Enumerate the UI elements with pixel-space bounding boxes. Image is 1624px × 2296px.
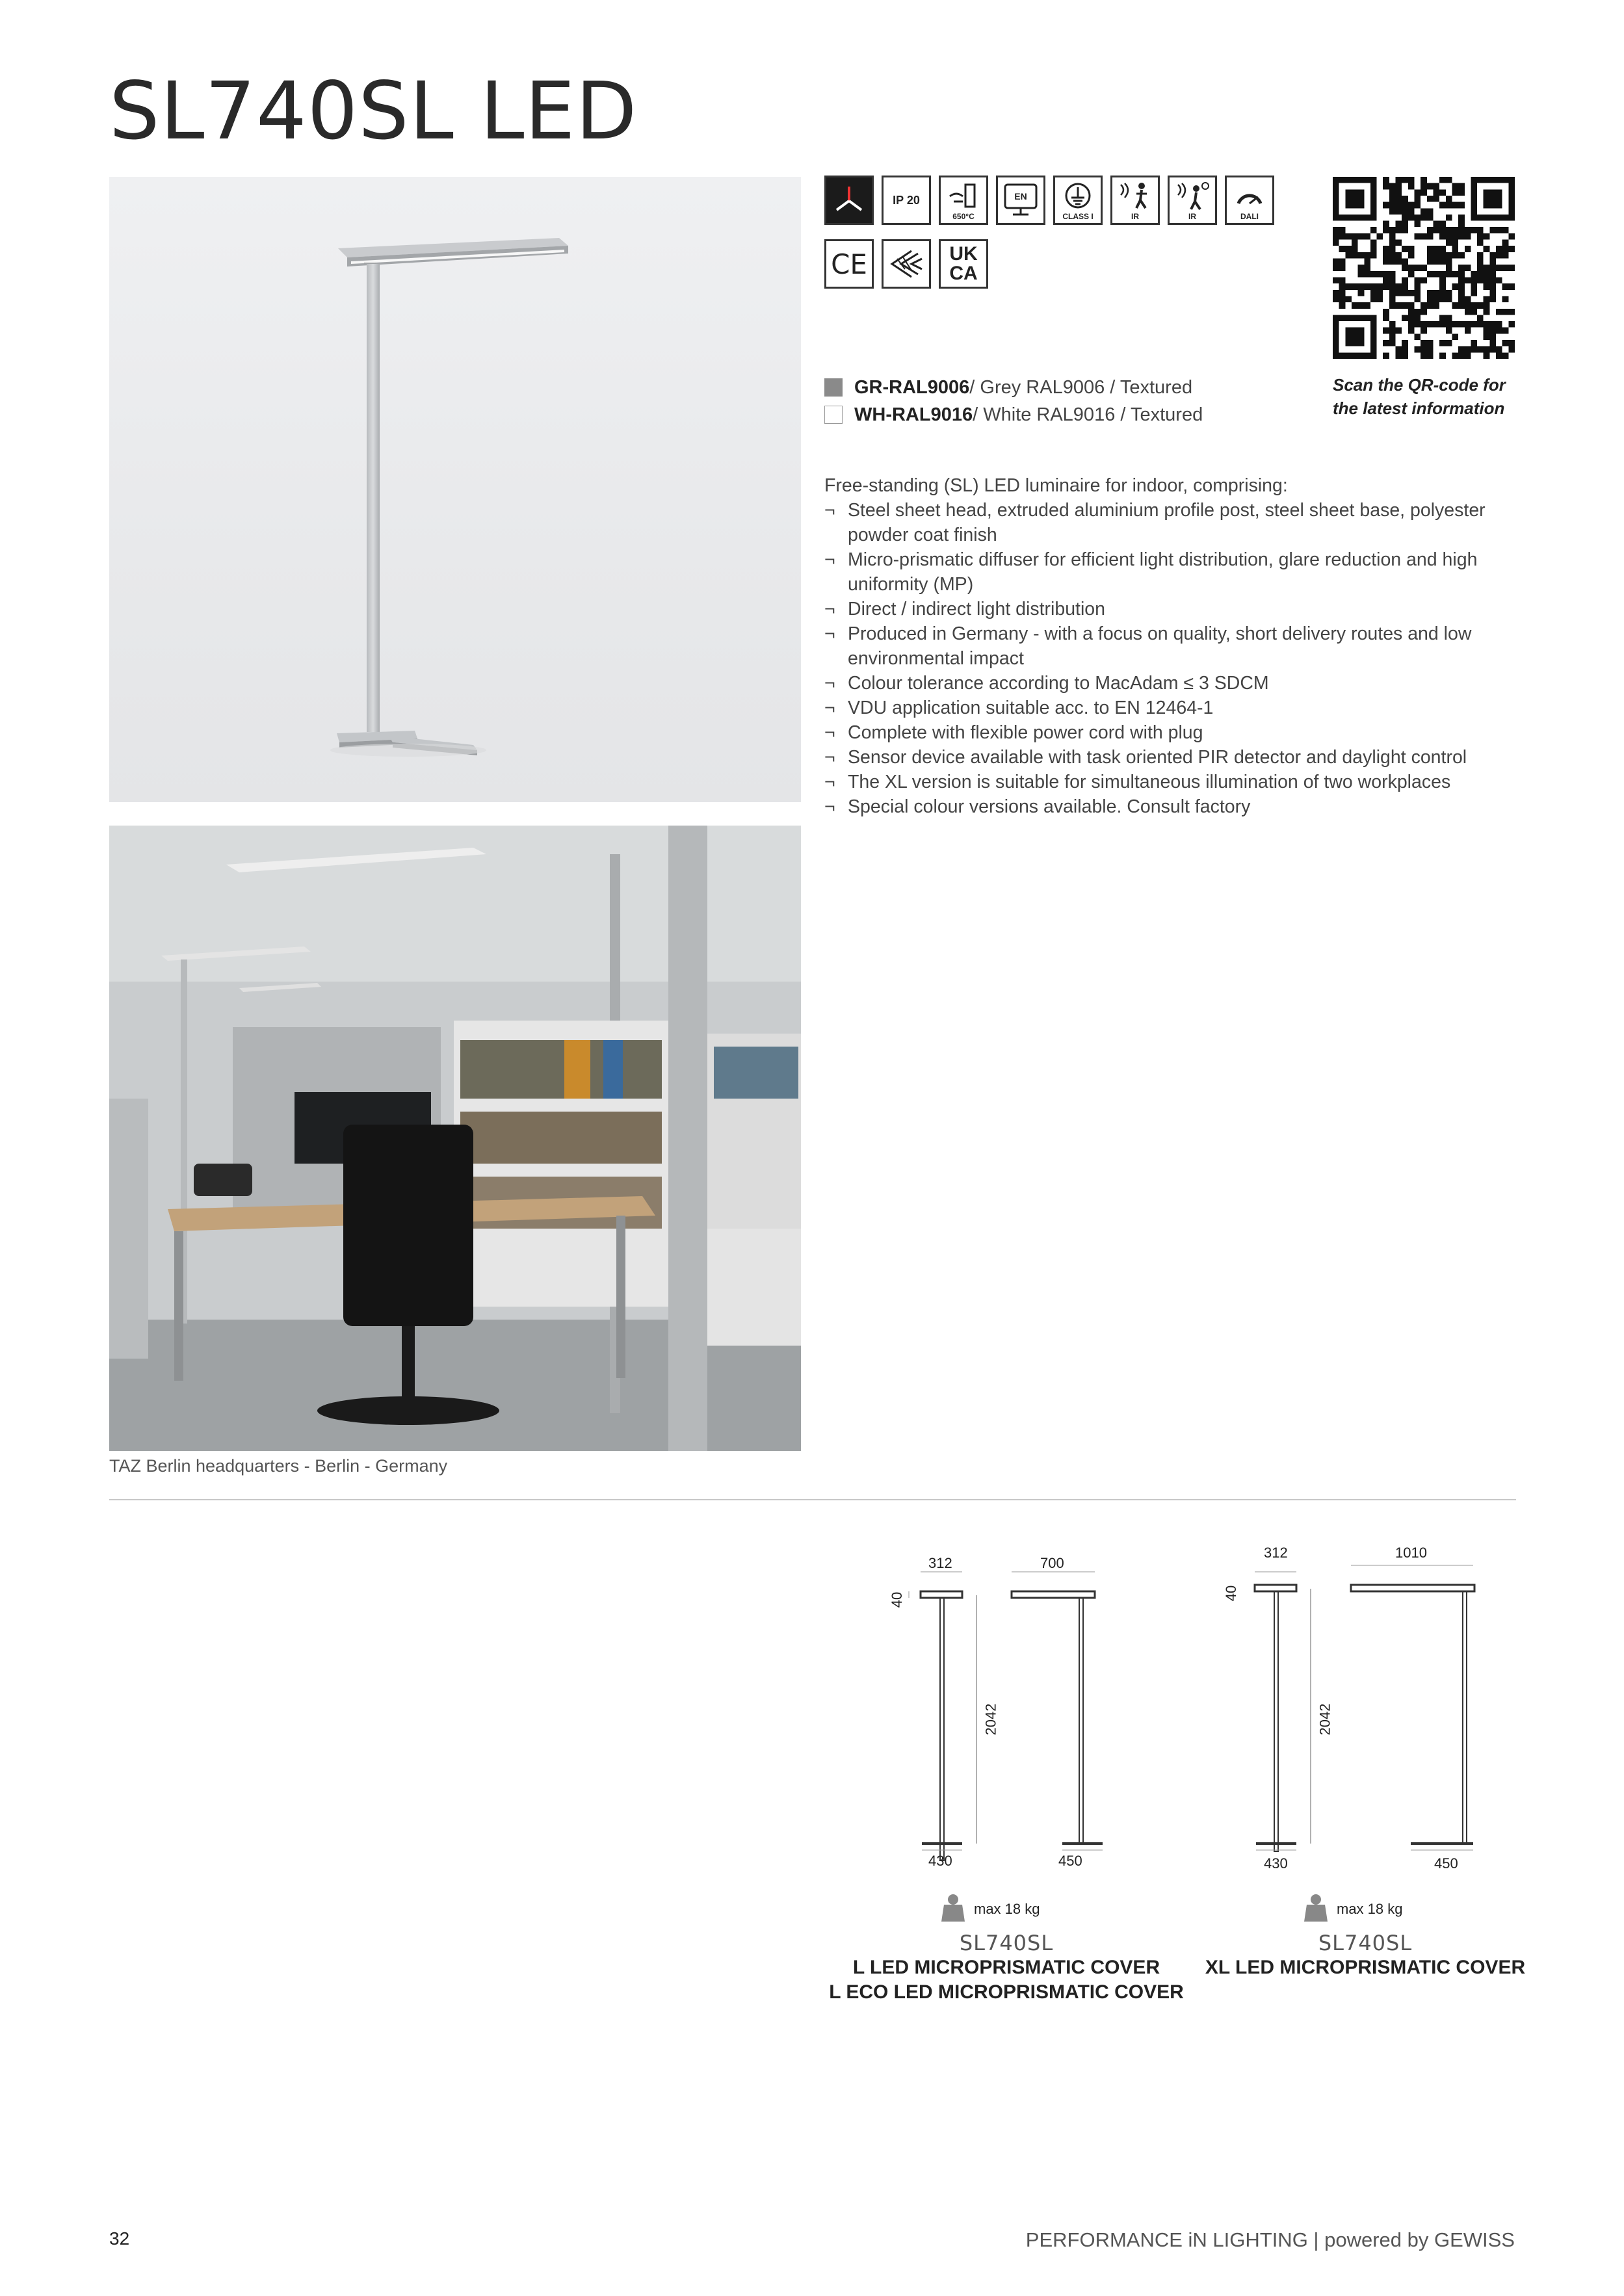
feature-list [824,498,1533,819]
max-weight: max 18 kg [1337,1901,1403,1917]
dim-head-depth: 312 [928,1555,952,1571]
description-intro: Free-standing (SL) LED luminaire for indoor, comprising: [824,475,1288,496]
footer-tagline: PERFORMANCE iN LIGHTING | powered by GEWISS [1025,2228,1515,2251]
dim-base-depth: 430 [928,1853,952,1869]
dim-total-height: 2042 [1316,1703,1333,1736]
feature-item: ¬ Micro-prismatic diffuser for efficient light distribution, glare reduction and high uniformity (MP) [824,547,1533,597]
feature-item: ¬ Colour tolerance according to MacAdam ≤ 3 SDCM [824,671,1533,696]
qr-caption-line2: the latest information [1333,398,1505,418]
finish-desc: / White RAL9016 / Textured [973,404,1203,425]
drawing-product-name: SL740SL [1318,1931,1413,1955]
finish-list [824,374,1203,428]
installation-photo [109,826,801,1451]
qr-code[interactable] [1333,177,1515,359]
feature-item: ¬ Direct / indirect light distribution [824,597,1533,621]
dim-base-depth: 430 [1264,1855,1288,1872]
finish-desc: / Grey RAL9006 / Textured [969,376,1193,398]
tripod-mount-icon [824,176,874,225]
certification-icons-row1 [824,176,1274,225]
feature-item: ¬ Complete with flexible power cord with plug [824,720,1533,745]
weight-icon [1303,1893,1329,1923]
ce-mark-icon [824,239,874,289]
drawing-variant-1: L LED MICROPRISMATIC COVER [852,1957,1160,1978]
max-weight: max 18 kg [974,1901,1040,1917]
ip-rating-icon [882,176,931,225]
dali-icon [1225,176,1274,225]
class-one-icon [1053,176,1103,225]
dali-label: DALI [1240,212,1259,221]
ukca-mark-icon [939,239,988,289]
ir-label-2: IR [1188,212,1196,221]
dim-head-width: 700 [1040,1555,1064,1571]
feature-item: ¬ Steel sheet head, extruded aluminium profile post, steel sheet base, polyester powder coat finish [824,498,1533,547]
feature-item: ¬ The XL version is suitable for simultaneous illumination of two workplaces [824,770,1533,794]
dim-base-width: 450 [1058,1853,1082,1869]
en-monitor-icon [996,176,1045,225]
ip-rating-label: IP 20 [893,193,920,207]
qr-caption-line1: Scan the QR-code for [1333,375,1506,395]
product-description [824,473,1533,819]
feature-item: ¬ Sensor device available with task oriented PIR detector and daylight control [824,745,1533,770]
svg-text:EN: EN [1014,191,1027,202]
glow-wire-label: 650°C [952,212,975,221]
white-swatch [824,406,843,424]
product-photo [109,177,801,802]
dim-head-height: 40 [889,1591,906,1608]
class-label: CLASS I [1062,212,1094,221]
finish-white [824,401,1203,428]
page-title: SL740SL LED [109,65,638,157]
ukca-line2: CA [949,263,978,284]
weee-mark-icon [882,239,931,289]
technical-drawing-xl [1183,1541,1547,2022]
page-number: 32 [109,2228,130,2249]
ir-sensor-icon [1110,176,1160,225]
dim-head-width: 1010 [1395,1545,1427,1561]
glow-wire-icon [939,176,988,225]
weight-icon [940,1893,966,1923]
finish-code: WH-RAL9016 [854,404,973,425]
ce-label: CE [831,248,867,280]
finish-code: GR-RAL9006 [854,376,970,398]
ukca-line1: UK [949,243,978,265]
drawing-variant-1: XL LED MICROPRISMATIC COVER [1205,1957,1526,1978]
section-divider [109,1499,1516,1500]
technical-drawing-l [824,1541,1188,2022]
certification-icons-row2 [824,239,988,289]
feature-item: ¬ Produced in Germany - with a focus on quality, short delivery routes and low environmental impact [824,621,1533,671]
feature-item: ¬ Special colour versions available. Consult factory [824,794,1533,819]
photo-caption: TAZ Berlin headquarters - Berlin - Germany [109,1456,448,1476]
dim-head-height: 40 [1223,1585,1240,1602]
grey-swatch [824,378,843,397]
ir-daylight-sensor-icon [1168,176,1217,225]
drawing-product-name: SL740SL [959,1931,1054,1955]
ir-label: IR [1131,212,1139,221]
qr-caption [1333,373,1528,420]
finish-grey [824,374,1203,401]
dim-total-height: 2042 [982,1703,999,1736]
drawing-variant-2: L ECO LED MICROPRISMATIC COVER [829,1981,1184,2003]
dim-base-width: 450 [1434,1855,1458,1872]
dim-head-depth: 312 [1264,1545,1288,1561]
feature-item: ¬ VDU application suitable acc. to EN 12464-1 [824,696,1533,720]
